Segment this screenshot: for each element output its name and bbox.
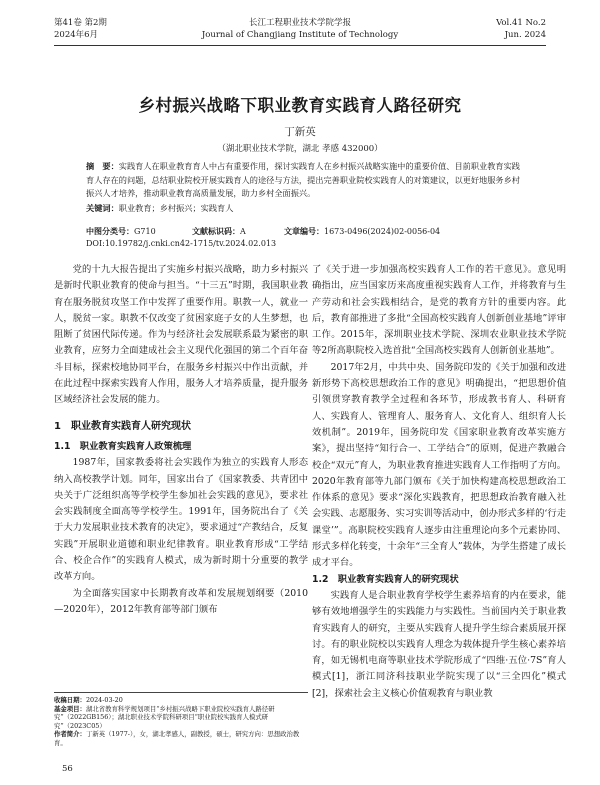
keywords-text: 职业教育；乡村振兴；实践育人 (118, 202, 234, 213)
header-month: Jun. 2024 (504, 30, 546, 40)
journal-name-en: Journal of Changjiang Institute of Technology (201, 30, 399, 40)
keywords (86, 202, 520, 216)
right-column (312, 262, 566, 702)
body-paragraph: 为全面落实国家中长期教育改革和发展规划纲要（2010—2020年），2012年教育部等部门颁布 (54, 587, 308, 615)
author-bio: 作者简介：丁新英（1977-），女，湖北孝感人，副教授，硕士，研究方向：思想政治教育。 (54, 730, 300, 747)
keywords-label: 关键词： (86, 202, 119, 213)
paper-author: 丁新英 (284, 126, 316, 138)
left-column (54, 262, 308, 618)
header-volume-en (496, 17, 546, 41)
section-1-heading: 1 职业教育实践育人研究现状 (54, 420, 191, 432)
running-header (54, 14, 546, 46)
body-paragraph: 了《关于进一步加强高校实践育人工作的若干意见》。意见明确指出，应当国家历来高度重视实践育人工作，并将教育与生产劳动和社会实践相结合，是党的教育方针的重要内容。此后，教育部推进了多批“全国高校实践育人创新创业基地”评审工作。2015年，深圳职业技术学院、深圳农业职业技术学院等2所高职院校入选首批“全国高校实践育人创新创业基地”。 (312, 264, 566, 357)
paper-title: 乡村振兴战略下职业教育实践育人路径研究 (138, 96, 462, 115)
header-date: 2024年6月 (54, 30, 99, 40)
abstract-text: 实践育人在职业教育育人中占有重要作用，探讨实践育人在乡村振兴战略实施中的重要价值、目前职业教育实践育人存在的问题，总结职业院校开展实践育人的途径与方法，提出完善职业院校实践育人的对策建议，以更好地服务乡村振兴人才培养，推动职业教育高质量发展，助力乡村全面振兴。 (86, 161, 520, 198)
abstract-label: 摘 要： (86, 161, 119, 171)
header-vol-no: Vol.41 No.2 (496, 18, 546, 28)
section-1-1-heading: 1.1 职业教育实践育人政策梳理 (54, 440, 192, 452)
article-meta (86, 226, 540, 250)
author-affiliation: （湖北职业技术学院，湖北 孝感 432000） (217, 144, 383, 154)
abstract-block (86, 160, 520, 215)
section-1-2-heading: 1.2 职业教育实践育人的研究现状 (312, 573, 459, 585)
clc-number: 中图分类号：G710 (86, 227, 156, 236)
page-number: 56 (62, 764, 73, 774)
received-date: 收稿日期：2024-03-20 (54, 696, 123, 704)
journal-name-cn: 长江工程职业技术学院学报 (248, 18, 351, 28)
body-paragraph: 2017年2月，中共中央、国务院印发的《关于加强和改进新形势下高校思想政治工作的意见》明确提出，“把思想价值引领贯穿教育教学全过程和各环节，形成教书育人、科研育人、实践育人、管理育人、服务育人、文化育人、组织育人长效机制”。2019年，国务院印发《国家职业教育改革实施方案》，提出坚持“知行合一、工学结合”的原则，促进产教融合校企“双元”育人，为职业教育推进实践育人工作指明了方向。2020年教育部等九部门颁布《关于加快构建高校思想政治工作体系的意见》要求“深化实践教育，把思想政治教育融入社会实践、志愿服务、实习实训等活动中，创办形式多样的‘行走课堂’”。高职院校实践育人逐步由注重理论向多个元素协同、形式多样化转变，十余年“三全育人”载体，为学生搭建了成长成才平台。 (312, 361, 566, 569)
header-volume: 第41卷 第2期 (54, 18, 107, 28)
body-paragraph: 1987年，国家教委将社会实践作为独立的实践育人形态纳入高校教学计划。同年，国家出台了《国家教委、共青团中央关于广泛组织高等学校学生参加社会实践的意见》，要求社会实践制度全面高等学校学生。1991年，国务院出台了《关于大力发展职业技术教育的决定》，要求通过“产教结合，反复实践”开展职业道德和职业纪律教育。职业教育形成“工学结合、校企合作”的实践育人模式，成为新时期十分重要的教学改革方向。 (54, 457, 308, 583)
body-paragraph: 实践育人是合职业教育学校学生素养培育的内在要求，能够有效地增强学生的实践能力与实践性。当前国内关于职业教育实践育人的研究，主要从实践育人提升学生综合素质展开探讨。有的职业院校以实践育人理念为载体提升学生核心素养培育，如无锡机电商等职业技术学院形成了“四维·五位·7S”育人模式[1]，浙江同济科技职业学院实现了以“三全四化”模式[2]，探索社会主义核心价值观教育与职业教 (312, 589, 566, 699)
abstract (86, 160, 520, 201)
doc-code: 文献标识码：A (192, 227, 246, 236)
intro-paragraph: 党的十九大报告提出了实施乡村振兴战略，助力乡村振兴是新时代职业教育的使命与担当。“十三五”时期，我国职业教育在服务脱贫攻坚工作中发挥了重要作用。职教一人，就业一人，脱贫一家。职教不仅改变了贫困家庭子女的人生梦想，也阻断了贫困代际传递。作为与经济社会发展联系最为紧密的职业教育，应努力全面建成社会主义现代化强国的第二个百年奋斗目标，探索校地协同平台，在服务乡村振兴中作出贡献，并在此过程中探索实践育人作用，服务人才培养质量，提升服务区域经济社会发展的能力。 (54, 264, 308, 406)
doi: DOI:10.19782/j.cnki.cn42-1715/tv.2024.02.013 (86, 239, 277, 248)
article-number: 文章编号：1673-0496(2024)02-0056-04 (284, 227, 441, 236)
footnote (54, 692, 308, 748)
header-journal (54, 17, 546, 41)
fund-info: 基金项目：湖北省教育科学规划项目“乡村振兴战略下职业院校实践育人路径研究”（2022GB156）；湖北职业技术学院科研项目“职业院校实践育人模式研究”（2023C05） (54, 704, 275, 730)
